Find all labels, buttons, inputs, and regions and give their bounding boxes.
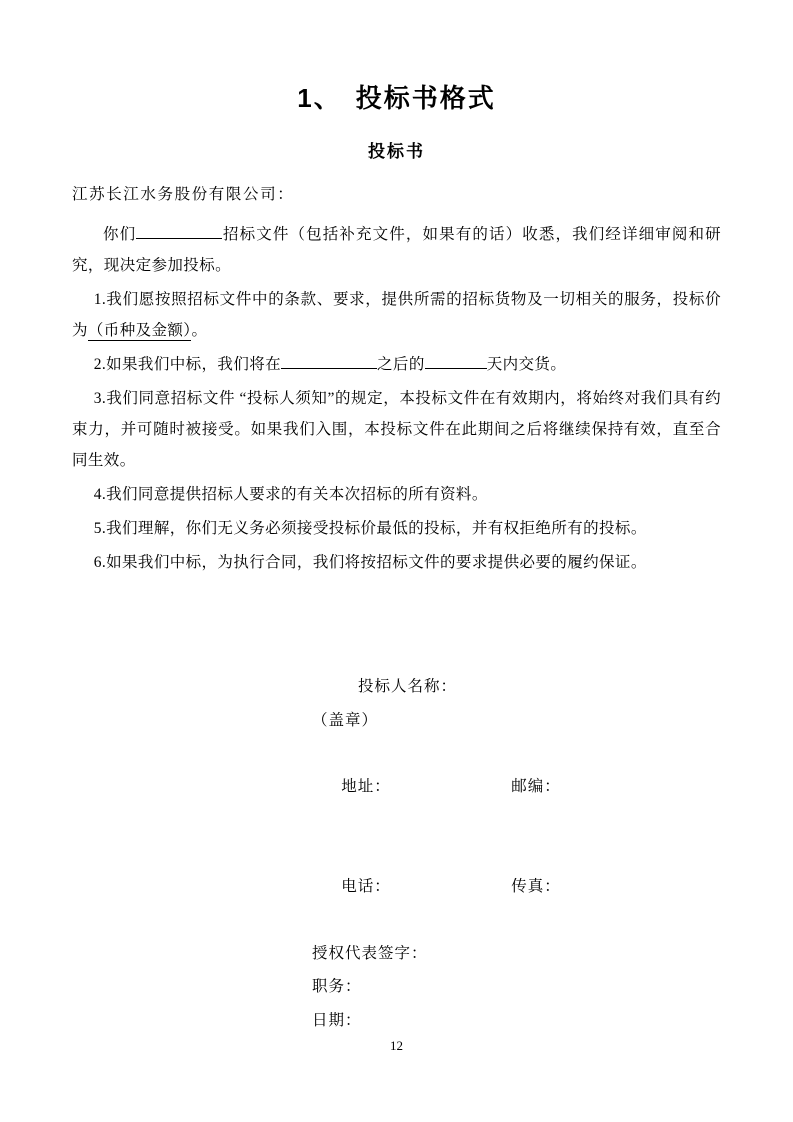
clause-3-text: 我们同意招标文件 “投标人须知”的规定，本投标文件在有效期内，将始终对我们具有约束力，并可随时被接受。如果我们入围，本投标文件在此期间之后将继续保持有效，直至合同生效。 — [72, 390, 721, 470]
phone-fax-row — [312, 837, 721, 937]
clause-2-text-mid: 之后的 — [377, 356, 425, 374]
seal-label: （盖章） — [312, 711, 379, 729]
intro-paragraph — [72, 219, 721, 281]
clause-2 — [72, 349, 721, 380]
clause-6 — [72, 547, 721, 578]
document-subtitle: 投标书 — [368, 142, 425, 161]
clause-4 — [72, 479, 721, 510]
date-label: 日期： — [312, 1011, 362, 1029]
blank-field-delivery-days[interactable] — [425, 368, 487, 369]
intro-text-after: 招标文件（包括补充文件，如果有的话）收悉，我们经详细审阅和研究，现决定参加投标。 — [72, 226, 721, 275]
address-label: 地址： — [341, 778, 391, 796]
clause-5-number: 5. — [93, 520, 107, 538]
clause-3-number: 3. — [93, 390, 107, 408]
page-title-number: 1、 — [297, 83, 342, 113]
authorized-signature-label: 授权代表签字： — [312, 944, 428, 962]
page-title — [72, 78, 721, 115]
clause-5 — [72, 513, 721, 544]
clause-5-text: 我们理解，你们无义务必须接受投标价最低的投标，并有权拒绝所有的投标。 — [106, 520, 647, 538]
blank-field-tender-doc[interactable] — [136, 238, 222, 239]
clause-1-text-after: 。 — [191, 322, 208, 340]
clause-6-text: 如果我们中标，为执行合同，我们将按招标文件的要求提供必要的履约保证。 — [106, 554, 647, 572]
clause-2-number: 2. — [93, 356, 107, 374]
clause-1-underlined[interactable]: （币种及金额） — [87, 322, 192, 340]
clause-4-text: 我们同意提供招标人要求的有关本次招标的所有资料。 — [106, 486, 488, 504]
clause-2-text-after: 天内交货。 — [486, 356, 567, 374]
clause-2-text-before: 如果我们中标，我们将在 — [106, 356, 282, 374]
phone-label: 电话： — [341, 878, 391, 896]
page-number: 12 — [390, 1038, 403, 1053]
clause-6-number: 6. — [93, 554, 107, 572]
page-title-text: 投标书格式 — [355, 83, 496, 113]
salutation: 江苏长江水务股份有限公司： — [72, 186, 295, 203]
clause-1-text-before: 我们愿按照招标文件中的条款、要求，提供所需的招标货物及一切相关的服务，投标价为 — [72, 291, 721, 340]
clause-4-number: 4. — [93, 486, 107, 504]
intro-text-before: 你们 — [103, 226, 137, 244]
address-postcode-row — [312, 737, 721, 837]
clause-1-number: 1. — [93, 291, 107, 309]
signature-block — [72, 670, 721, 1036]
clause-3 — [72, 383, 721, 476]
postcode-label: 邮编： — [511, 778, 561, 796]
blank-field-delivery-start[interactable] — [281, 368, 377, 369]
clause-1 — [72, 284, 721, 346]
fax-label: 传真： — [511, 878, 561, 896]
bidder-name-label: 投标人名称： — [358, 678, 458, 696]
position-label: 职务： — [312, 978, 362, 996]
